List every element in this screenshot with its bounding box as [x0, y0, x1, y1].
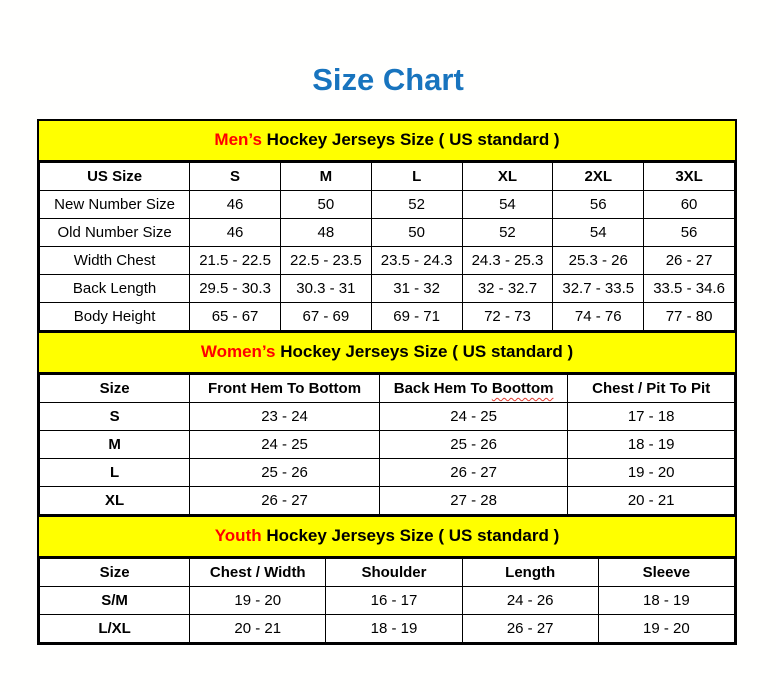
- table-row: [40, 219, 735, 247]
- table-cell: 33.5 - 34.6: [644, 275, 735, 303]
- womens-row-label: XL: [40, 487, 190, 515]
- table-cell: 25 - 26: [190, 459, 380, 487]
- table-cell: 30.3 - 31: [280, 275, 371, 303]
- mens-banner-rest: Hockey Jerseys Size ( US standard ): [261, 130, 560, 149]
- mens-size-table: [39, 162, 735, 331]
- table-cell: 20 - 21: [568, 487, 735, 515]
- back-hem-prefix: Back Hem To: [393, 380, 492, 397]
- mens-col-header-us-size: US Size: [40, 163, 190, 191]
- mens-col-header-s: S: [190, 163, 281, 191]
- table-row: [40, 615, 735, 643]
- mens-row-label: New Number Size: [40, 191, 190, 219]
- table-cell: 19 - 20: [190, 587, 326, 615]
- table-cell: 72 - 73: [462, 303, 553, 331]
- page-title: Size Chart: [312, 62, 464, 97]
- mens-col-header-3xl: 3XL: [644, 163, 735, 191]
- table-row: [40, 487, 735, 515]
- table-cell: 25 - 26: [379, 431, 567, 459]
- table-cell: 52: [462, 219, 553, 247]
- table-row: [40, 191, 735, 219]
- youth-col-header-chest-width: Chest / Width: [190, 559, 326, 587]
- table-cell: 31 - 32: [371, 275, 462, 303]
- mens-col-header-m: M: [280, 163, 371, 191]
- womens-col-header-back-hem: [379, 375, 567, 403]
- table-row: [40, 275, 735, 303]
- table-cell: 67 - 69: [280, 303, 371, 331]
- table-row: [40, 403, 735, 431]
- mens-banner-highlight: Men’s: [214, 130, 262, 149]
- table-cell: 26 - 27: [190, 487, 380, 515]
- youth-size-table: [39, 558, 735, 643]
- table-cell: 32 - 32.7: [462, 275, 553, 303]
- table-cell: 54: [553, 219, 644, 247]
- youth-row-label: L/XL: [40, 615, 190, 643]
- womens-banner-highlight: Women’s: [200, 342, 276, 361]
- womens-row-label: M: [40, 431, 190, 459]
- table-cell: 27 - 28: [379, 487, 567, 515]
- table-row: [40, 431, 735, 459]
- table-cell: 46: [190, 191, 281, 219]
- womens-col-header-chest: Chest / Pit To Pit: [568, 375, 735, 403]
- table-cell: 21.5 - 22.5: [190, 247, 281, 275]
- table-cell: 24 - 25: [379, 403, 567, 431]
- mens-header-row: [40, 163, 735, 191]
- back-hem-misspelled-word: Boottom: [491, 380, 554, 397]
- table-cell: 26 - 27: [379, 459, 567, 487]
- table-cell: 69 - 71: [371, 303, 462, 331]
- table-cell: 24 - 25: [190, 431, 380, 459]
- table-cell: 24 - 26: [462, 587, 598, 615]
- womens-section-banner: [39, 331, 735, 374]
- table-cell: 52: [371, 191, 462, 219]
- table-cell: 17 - 18: [568, 403, 735, 431]
- youth-col-header-shoulder: Shoulder: [326, 559, 462, 587]
- table-cell: 50: [280, 191, 371, 219]
- table-cell: 65 - 67: [190, 303, 281, 331]
- womens-col-header-size: Size: [40, 375, 190, 403]
- table-cell: 46: [190, 219, 281, 247]
- table-cell: 18 - 19: [326, 615, 462, 643]
- mens-row-label: Body Height: [40, 303, 190, 331]
- table-cell: 56: [553, 191, 644, 219]
- table-row: [40, 459, 735, 487]
- table-cell: 23 - 24: [190, 403, 380, 431]
- mens-section-banner: [39, 121, 735, 162]
- table-cell: 29.5 - 30.3: [190, 275, 281, 303]
- youth-col-header-size: Size: [40, 559, 190, 587]
- table-cell: 26 - 27: [462, 615, 598, 643]
- mens-col-header-2xl: 2XL: [553, 163, 644, 191]
- table-cell: 24.3 - 25.3: [462, 247, 553, 275]
- table-cell: 23.5 - 24.3: [371, 247, 462, 275]
- table-cell: 20 - 21: [190, 615, 326, 643]
- youth-col-header-sleeve: Sleeve: [598, 559, 734, 587]
- table-cell: 50: [371, 219, 462, 247]
- youth-section-banner: [39, 515, 735, 558]
- mens-col-header-xl: XL: [462, 163, 553, 191]
- table-cell: 16 - 17: [326, 587, 462, 615]
- mens-row-label: Old Number Size: [40, 219, 190, 247]
- mens-col-header-l: L: [371, 163, 462, 191]
- youth-row-label: S/M: [40, 587, 190, 615]
- table-row: [40, 247, 735, 275]
- womens-size-table: [39, 374, 735, 515]
- table-row: [40, 303, 735, 331]
- youth-col-header-length: Length: [462, 559, 598, 587]
- table-cell: 60: [644, 191, 735, 219]
- table-cell: 74 - 76: [553, 303, 644, 331]
- youth-banner-highlight: Youth: [214, 526, 262, 545]
- table-cell: 54: [462, 191, 553, 219]
- table-cell: 56: [644, 219, 735, 247]
- youth-header-row: [40, 559, 735, 587]
- table-cell: 26 - 27: [644, 247, 735, 275]
- table-cell: 19 - 20: [568, 459, 735, 487]
- table-row: [40, 587, 735, 615]
- mens-row-label: Back Length: [40, 275, 190, 303]
- table-cell: 32.7 - 33.5: [553, 275, 644, 303]
- womens-header-row: [40, 375, 735, 403]
- womens-col-header-front-hem: Front Hem To Bottom: [190, 375, 380, 403]
- table-cell: 48: [280, 219, 371, 247]
- table-cell: 77 - 80: [644, 303, 735, 331]
- womens-banner-rest: Hockey Jerseys Size ( US standard ): [275, 342, 574, 361]
- table-cell: 25.3 - 26: [553, 247, 644, 275]
- table-cell: 19 - 20: [598, 615, 734, 643]
- youth-banner-rest: Hockey Jerseys Size ( US standard ): [261, 526, 560, 545]
- table-cell: 22.5 - 23.5: [280, 247, 371, 275]
- mens-row-label: Width Chest: [40, 247, 190, 275]
- table-cell: 18 - 19: [568, 431, 735, 459]
- size-chart-tables: [37, 119, 737, 645]
- womens-row-label: S: [40, 403, 190, 431]
- womens-row-label: L: [40, 459, 190, 487]
- table-cell: 18 - 19: [598, 587, 734, 615]
